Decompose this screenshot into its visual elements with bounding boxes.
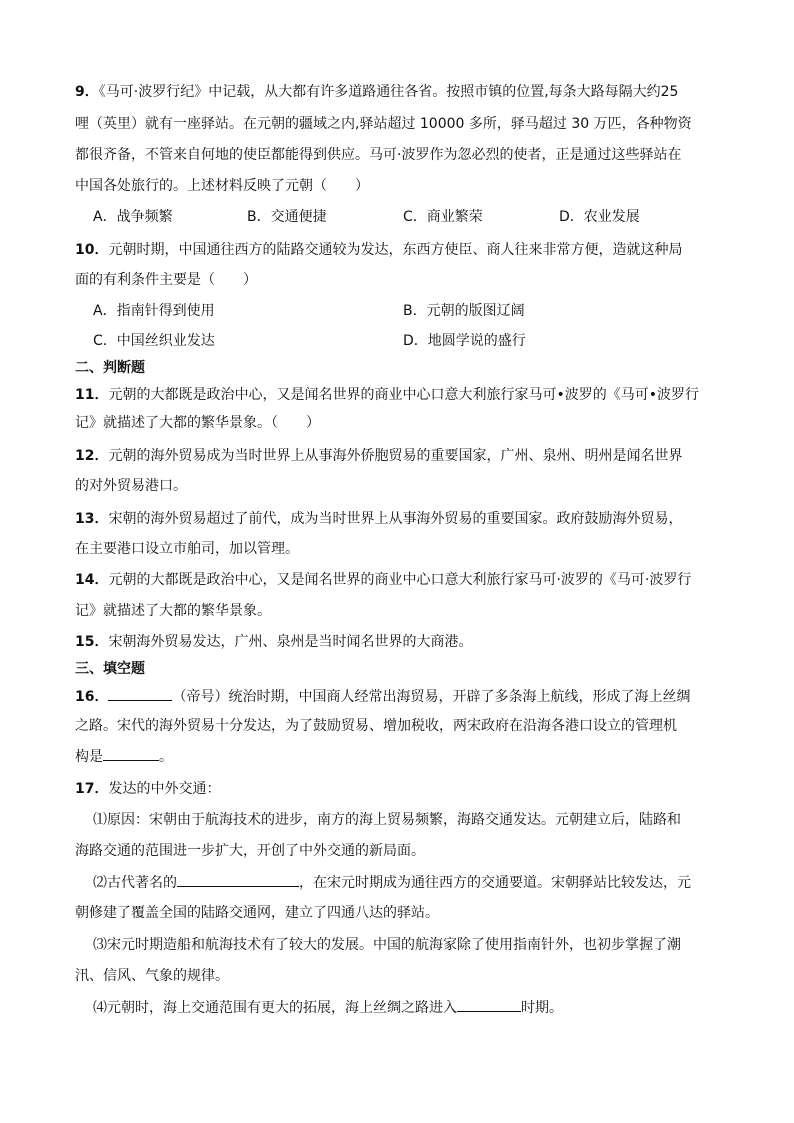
q17-p1-line-1: ⑴原因：宋朝由于航海技术的进步，南方的海上贸易频繁，海路交通发达。元朝建立后，陆路和 (93, 812, 681, 828)
q17-number: 17． (75, 781, 109, 797)
q13-line-2: 在主要港口设立市舶司，加以管理。 (75, 541, 299, 557)
q13-text: 宋朝的海外贸易超过了前代，成为当时世界上从事海外贸易的重要国家。政府鼓励海外贸易， (108, 511, 683, 527)
q16-text-3a: 构是 (75, 749, 103, 765)
q9-option-a[interactable]: A．战争频繁 (93, 209, 173, 225)
q17-p2-text-a: ⑵古代著名的 (93, 875, 177, 891)
q9-line-2: 哩（英里）就有一座驿站。在元朝的疆域之内,驿站超过 10000 多所，驿马超过 30 万匹，各种物资 (75, 116, 692, 132)
q16-line-1 (75, 686, 725, 707)
q17-title-line (75, 779, 725, 799)
q12-text: 元朝的海外贸易成为当时世界上从事海外侨胞贸易的重要国家，广州、泉州、明州是闻名世界 (108, 448, 683, 464)
q17-p4-line-1 (93, 997, 743, 1018)
q14-number: 14． (75, 572, 109, 588)
q16-blank-2[interactable] (103, 746, 159, 761)
q12-line-1 (75, 446, 725, 466)
q10-number: 10． (75, 242, 109, 258)
q10-line-2: 面的有利条件主要是（ ） (75, 272, 257, 288)
q16-text-3b: 。 (159, 749, 173, 765)
q14-line-1 (75, 570, 725, 590)
q9-text: 《马可·波罗行纪》中记载，从大都有许多道路通往各省。按照市镇的位置,每条大路每隔大约25 (98, 84, 679, 100)
q9-option-b[interactable]: B．交通便捷 (247, 209, 327, 225)
q16-line-3 (75, 746, 725, 767)
q13-number: 13． (75, 511, 109, 527)
q17-p3-line-1: ⑶宋元时期造船和航海技术有了较大的发展。中国的航海家除了使用指南针外，也初步掌握了潮 (93, 937, 681, 953)
q16-text-1: （帝号）统治时期，中国商人经常出海贸易，开辟了多条海上航线，形成了海上丝绸 (172, 689, 691, 705)
q17-blank-1[interactable] (177, 872, 299, 887)
q17-p4-text-b: 时期。 (521, 1000, 563, 1016)
q10-option-a[interactable]: A．指南针得到使用 (93, 303, 215, 319)
q16-blank-1[interactable] (108, 686, 172, 701)
q9-line-1 (75, 82, 725, 102)
q15-text: 宋朝海外贸易发达，广州、泉州是当时闻名世界的大商港。 (108, 634, 473, 650)
q17-p4-text-a: ⑷元朝时，海上交通范围有更大的拓展，海上丝绸之路进入 (93, 1000, 457, 1016)
q10-option-c[interactable]: C．中国丝织业发达 (93, 333, 215, 349)
q17-title: 发达的中外交通： (108, 781, 221, 797)
q9-line-3: 都很齐备，不管来自何地的使臣都能得到供应。马可·波罗作为忽必烈的使者，正是通过这些驿站在 (75, 147, 682, 163)
q12-number: 12． (75, 448, 109, 464)
q17-blank-2[interactable] (457, 997, 521, 1012)
q13-line-1 (75, 509, 725, 529)
q15-number: 15． (75, 634, 109, 650)
q9-number: 9． (75, 84, 99, 100)
q10-option-d[interactable]: D．地圆学说的盛行 (403, 333, 526, 349)
q15-line-1 (75, 632, 725, 652)
q9-option-d[interactable]: D．农业发展 (559, 209, 640, 225)
q9-line-4: 中国各处旅行的。上述材料反映了元朝（ ） (75, 178, 369, 194)
q9-option-c[interactable]: C．商业繁荣 (403, 209, 483, 225)
q11-text: 元朝的大都既是政治中心，又是闻名世界的商业中心口意大利旅行家马可•波罗的《马可•波罗行 (108, 387, 699, 403)
section-judgement-title: 二、判断题 (75, 360, 145, 376)
q17-p3-line-2: 汛、信风、气象的规律。 (75, 968, 229, 984)
q10-line-1 (75, 240, 725, 260)
q16-number: 16． (75, 689, 109, 705)
q11-line-2: 记》就描述了大都的繁华景象。（ ） (75, 415, 320, 431)
q10-text: 元朝时期，中国通往西方的陆路交通较为发达，东西方使臣、商人往来非常方便，造就这种局 (108, 242, 683, 258)
q11-number: 11． (75, 387, 109, 403)
q11-line-1 (75, 385, 725, 405)
q17-p2-text-b: ，在宋元时期成为通往西方的交通要道。宋朝驿站比较发达，元 (299, 875, 691, 891)
q10-option-b[interactable]: B．元朝的版图辽阔 (403, 303, 525, 319)
q12-line-2: 的对外贸易港口。 (75, 478, 187, 494)
q14-line-2: 记》就描述了大都的繁华景象。 (75, 603, 271, 619)
q14-text: 元朝的大都既是政治中心，又是闻名世界的商业中心口意大利旅行家马可·波罗的《马可·波罗行 (108, 572, 692, 588)
section-fill-title: 三、填空题 (75, 661, 145, 677)
q17-p1-line-2: 海路交通的范围进一步扩大，开创了中外交通的新局面。 (75, 843, 425, 859)
q17-p2-line-1 (93, 872, 743, 893)
q17-p2-line-2: 朝修建了覆盖全国的陆路交通网，建立了四通八达的驿站。 (75, 905, 439, 921)
q16-line-2: 之路。宋代的海外贸易十分发达，为了鼓励贸易、增加税收，两宋政府在沿海各港口设立的管理机 (75, 718, 677, 734)
